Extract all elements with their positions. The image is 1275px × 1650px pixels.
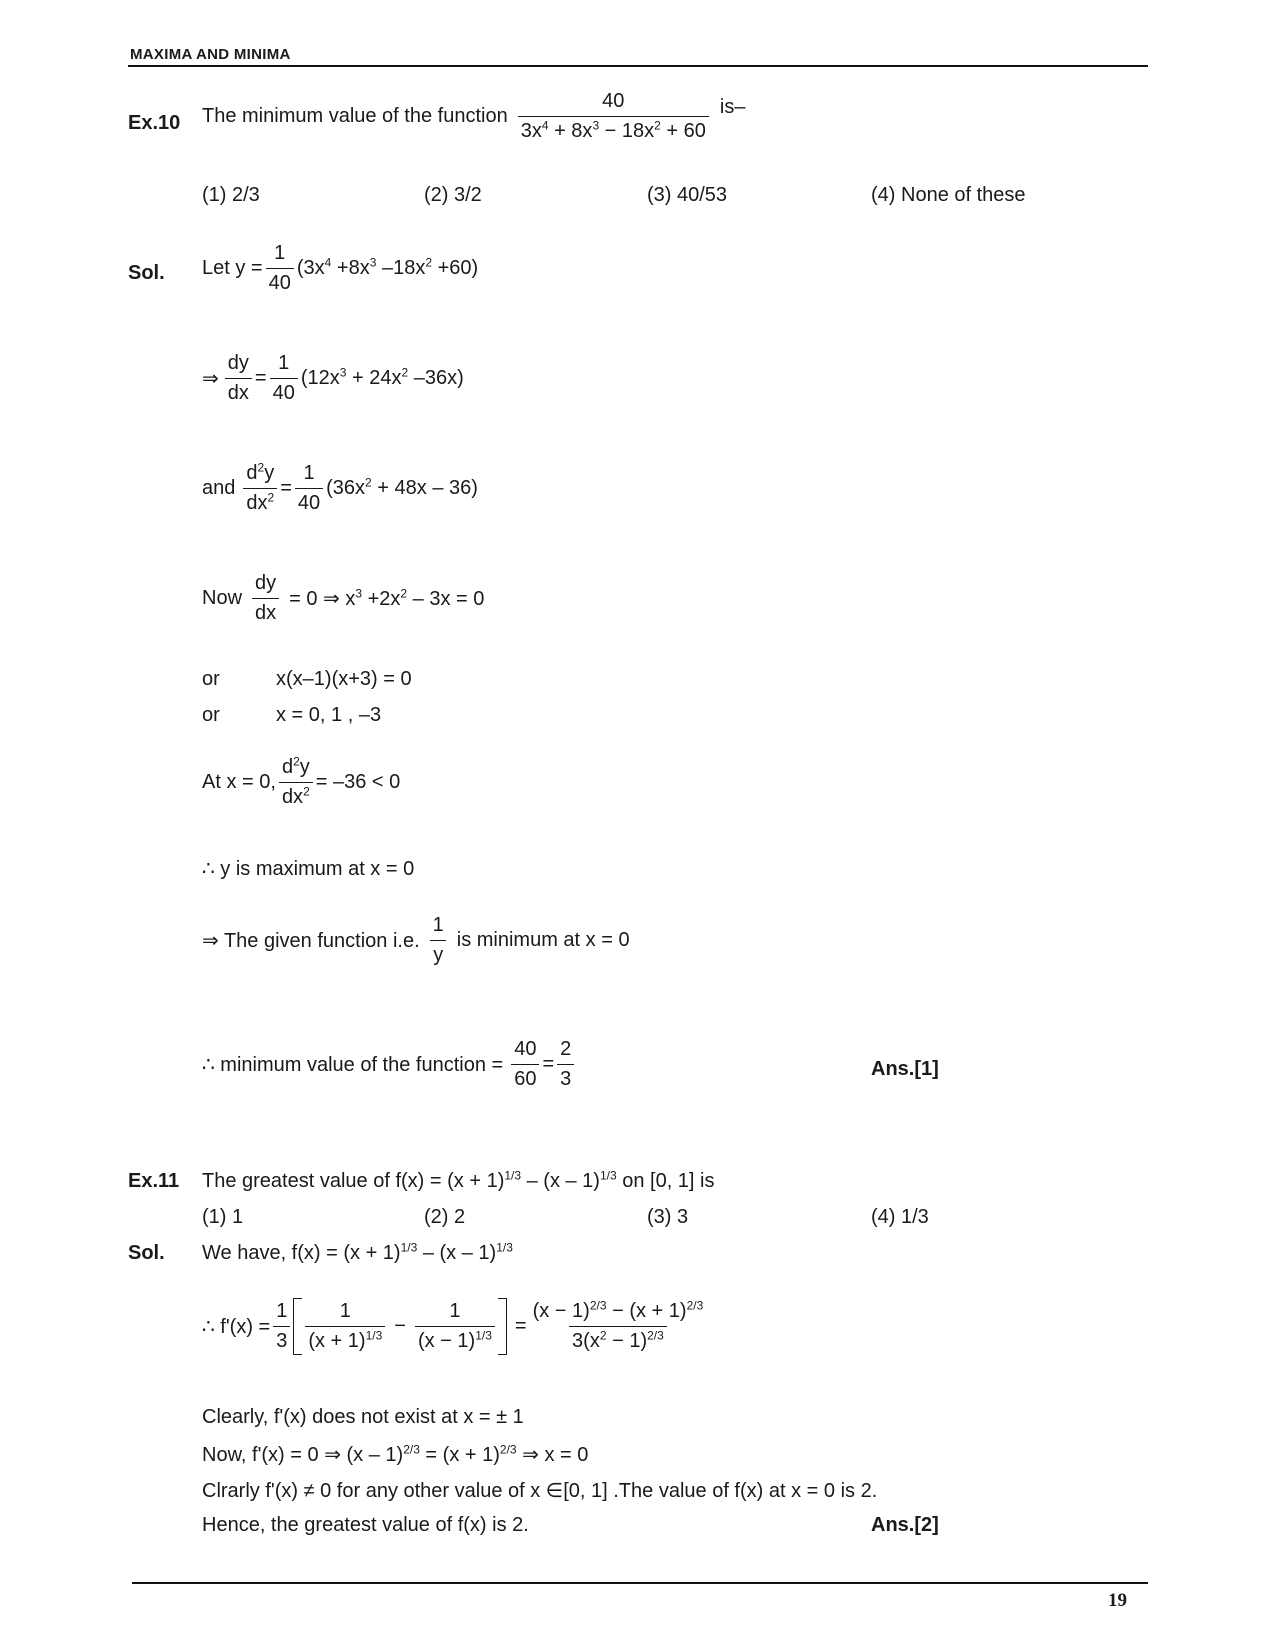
ex10-sol-line-1: Let y = $\frac{1}{40}$ ($3x^4 +8x^3$ $-18x^2 +60$)	[202, 242, 479, 294]
ex11-option-4: (4) 1/3	[871, 1206, 929, 1228]
fraction: $\frac{1}{(x + 1)^{1/3}}$	[305, 1300, 385, 1353]
ex10-sol-line-6-prefix: or	[202, 704, 220, 726]
ex10-sol-line-10: ∴ minimum value of the function = $\frac{40}{60}$ = $\frac{2}{3}$	[202, 1038, 577, 1091]
ex11-sol-line-3: Clearly, f'(x) does not exist at x = ± 1	[202, 1406, 524, 1428]
fraction: $\frac{1}{40}$	[270, 352, 298, 405]
ex10-sol-line-4: Now $\frac{dy}{dx}$ = 0 ⇒ $x^3 +2x^2 - 3x = 0$	[202, 572, 485, 624]
fraction: $\frac{40}{60}$	[511, 1038, 539, 1091]
ex11-label: Ex.11	[128, 1170, 180, 1192]
ex10-sol-line-9: ⇒ The given function i.e. $\frac{1}{y}$ is minimum at x = 0	[202, 914, 630, 966]
fraction: $\frac{1}{3}$	[273, 1300, 290, 1353]
ex10-question	[202, 90, 745, 143]
ex10-label: Ex.10	[128, 112, 181, 134]
ex11-sol-line-5: Clrarly f'(x) ≠ 0 for any other value of x ∈[0, 1] .The value of f(x) at x = 0 is 2.	[202, 1480, 878, 1502]
ex10-sol-line-8: ∴ y is maximum at x = 0	[202, 858, 415, 880]
ex10-sol-line-3: and $\frac{d^2y}{dx^2}$ = $\frac{1}{40}$ $(36x^2 + 48x - 36)$	[202, 460, 478, 514]
fraction: $\frac{d^2y}{dx^2}$	[243, 462, 277, 515]
ex10-sol-line-6: x = 0, 1 , –3	[276, 704, 382, 726]
fraction: $\frac{d^2y}{dx^2}$	[279, 756, 313, 809]
fraction: $\frac{(x - 1)^{2/3} - (x + 1)^{2/3}}{3(x^2 - 1)^{2/3}}$	[532, 1298, 704, 1352]
fraction: $\frac{1}{40}$	[266, 242, 294, 295]
ex10-question-fraction: $\frac{40}{3x^4 + 8x^3 - 18x^2 + 60}$	[518, 90, 709, 143]
ex10-sol-line-7: At x = 0, $\frac{d^2y}{dx^2}$ = –36 < 0	[202, 754, 401, 808]
ex10-option-3: (3) 40/53	[647, 184, 728, 206]
fraction: $\frac{1}{40}$	[295, 462, 323, 515]
bracket-group: $\frac{1}{(x + 1)^{1/3}}$ − $\frac{1}{(x - 1)^{1/3}}$	[293, 1298, 507, 1355]
ex10-option-4: (4) None of these	[871, 184, 1026, 206]
ex11-option-3: (3) 3	[647, 1206, 689, 1228]
fraction: $\frac{1}{y}$	[430, 914, 447, 967]
ex11-sol-line-6: Hence, the greatest value of f(x) is 2.	[202, 1514, 529, 1536]
ex11-question: The greatest value of $f(x) = (x + 1)^{1/3} - (x - 1)^{1/3}$ on [0, 1] is	[202, 1168, 715, 1192]
ex10-sol-line-5-prefix: or	[202, 668, 220, 690]
footer-rule	[132, 1582, 1148, 1584]
ex10-question-text: The minimum value of the function	[202, 105, 508, 127]
fraction: $\frac{dy}{dx}$	[252, 572, 279, 625]
ex10-option-1: (1) 2/3	[202, 184, 260, 206]
ex11-answer: Ans.[2]	[871, 1514, 939, 1536]
ex10-question-suffix: is–	[719, 96, 746, 118]
ex11-sol-label: Sol.	[128, 1242, 165, 1264]
header-rule	[128, 65, 1148, 67]
ex11-option-1: (1) 1	[202, 1206, 244, 1228]
running-header: MAXIMA AND MINIMA	[130, 46, 291, 63]
page-number: 19	[1108, 1590, 1127, 1611]
ex10-option-2: (2) 3/2	[424, 184, 482, 206]
fraction: $\frac{2}{3}$	[557, 1038, 574, 1091]
ex10-answer: Ans.[1]	[871, 1058, 939, 1080]
ex10-sol-line-5: x(x–1)(x+3) = 0	[276, 668, 412, 690]
ex11-option-2: (2) 2	[424, 1206, 466, 1228]
ex11-sol-line-4: Now, f'(x) = 0 ⇒ $(x - 1)^{2/3} = (x + 1)^{2/3}$ ⇒ x = 0	[202, 1442, 589, 1466]
ex11-sol-line-1: We have, $f(x) = (x + 1)^{1/3} - (x - 1)^{1/3}$	[202, 1240, 513, 1264]
ex10-sol-label: Sol.	[128, 262, 165, 284]
ex11-sol-line-2: ∴ f'(x) = $\frac{1}{3}$ $\frac{1}{(x + 1)^{1/3}}$ − $\frac{1}{(x - 1)^{1/3}}$ = $\frac{(x - 1)^{2/3} - (x + 1)^{2/3}}{3(x^2 - 1)^{2/3}}$	[202, 1298, 709, 1355]
ex10-sol-line-2: ⇒ $\frac{dy}{dx}$ = $\frac{1}{40}$ ($12x^3 + 24x^2$ –36x)	[202, 352, 464, 404]
fraction: $\frac{1}{(x - 1)^{1/3}}$	[415, 1300, 495, 1353]
fraction: $\frac{dy}{dx}$	[225, 352, 252, 405]
